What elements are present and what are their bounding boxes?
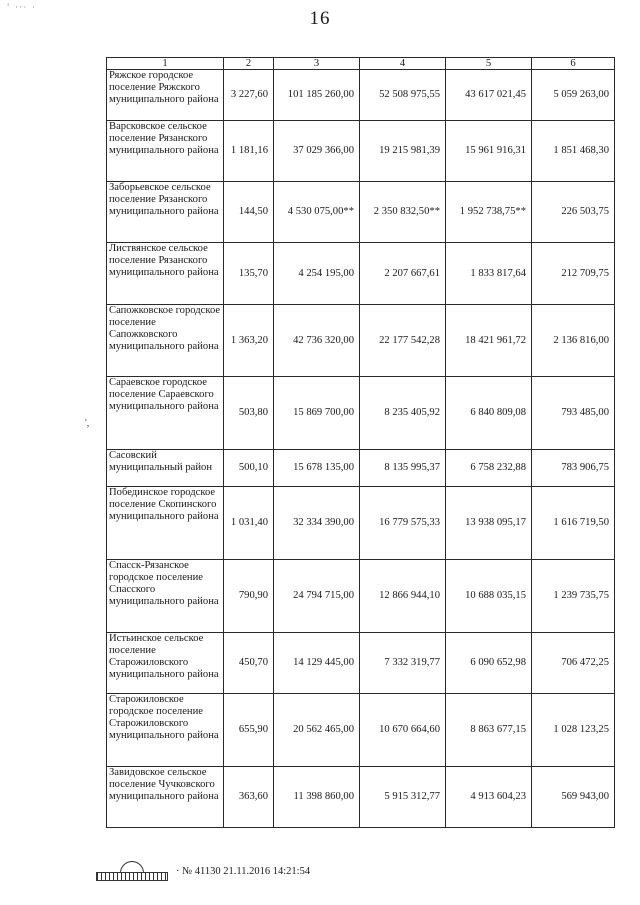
cell-value: 8 235 405,92 [360,377,446,450]
table-row [107,377,615,450]
cell-value: 226 503,75 [532,182,615,243]
municipality-name: Истьинское сельское поселение Старожиловского муниципального района [107,633,224,694]
cell-value: 20 562 465,00 [274,694,360,767]
cell-value: 8 135 995,37 [360,450,446,487]
cell-value: 2 207 667,61 [360,243,446,305]
cell-value: 1 031,40 [224,487,274,560]
page-number: 16 [309,8,331,29]
cell-value: 706 472,25 [532,633,615,694]
cell-value: 5 059 263,00 [532,70,615,121]
table-row [107,182,615,243]
allocation-table [106,57,615,828]
table-header-row [107,58,615,70]
table-row [107,487,615,560]
municipality-name: Листвянское сельское поселение Рязанского муниципального района [107,243,224,305]
cell-value: 7 332 319,77 [360,633,446,694]
municipality-name: Завидовское сельское поселение Чучковского муниципального района [107,767,224,828]
cell-value: 43 617 021,45 [446,70,532,121]
cell-value: 42 736 320,00 [274,305,360,377]
table-row [107,560,615,633]
table-row [107,450,615,487]
cell-value: 16 779 575,33 [360,487,446,560]
cell-value: 101 185 260,00 [274,70,360,121]
cell-value: 32 334 390,00 [274,487,360,560]
cell-value: 13 938 095,17 [446,487,532,560]
municipality-name: Варсковское сельское поселение Рязанского муниципального района [107,121,224,182]
table-row [107,305,615,377]
cell-value: 783 906,75 [532,450,615,487]
municipality-name: Старожиловское городское поселение Старожиловского муниципального района [107,694,224,767]
cell-value: 500,10 [224,450,274,487]
cell-value: 15 869 700,00 [274,377,360,450]
cell-value: 18 421 961,72 [446,305,532,377]
municipality-name: Сараевское городское поселение Сараевского муниципального района [107,377,224,450]
cell-value: 24 794 715,00 [274,560,360,633]
cell-value: 2 136 816,00 [532,305,615,377]
cell-value: 363,60 [224,767,274,828]
margin-mark: ', [85,418,90,429]
document-footer [96,860,310,882]
cell-value: 12 866 944,10 [360,560,446,633]
cell-value: 1 028 123,25 [532,694,615,767]
cell-value: 1 239 735,75 [532,560,615,633]
cell-value: 15 961 916,31 [446,121,532,182]
cell-value: 19 215 981,39 [360,121,446,182]
column-header: 5 [446,58,532,70]
cell-value: 1 952 738,75** [446,182,532,243]
cell-value: 4 254 195,00 [274,243,360,305]
municipality-name: Сапожковское городское поселение Сапожковского муниципального района [107,305,224,377]
municipality-name: Сасовский муниципальный район [107,450,224,487]
municipality-name: Спасск-Рязанское городское поселение Спасского муниципального района [107,560,224,633]
cell-value: 1 616 719,50 [532,487,615,560]
table-row [107,767,615,828]
column-header: 3 [274,58,360,70]
cell-value: 1 363,20 [224,305,274,377]
registry-stamp-icon [96,861,168,881]
municipality-name: Побединское городское поселение Скопинского муниципального района [107,487,224,560]
cell-value: 10 670 664,60 [360,694,446,767]
table-row [107,70,615,121]
cell-value: 450,70 [224,633,274,694]
column-header: 2 [224,58,274,70]
table-row [107,633,615,694]
municipality-name: Ряжское городское поселение Ряжского муниципального района [107,70,224,121]
cell-value: 1 833 817,64 [446,243,532,305]
municipality-name: Заборьевское сельское поселение Рязанского муниципального района [107,182,224,243]
cell-value: 15 678 135,00 [274,450,360,487]
column-header: 1 [107,58,224,70]
cell-value: 503,80 [224,377,274,450]
cell-value: 790,90 [224,560,274,633]
cell-value: 6 758 232,88 [446,450,532,487]
table-row [107,121,615,182]
scan-mark: ' ··· · [6,4,36,12]
table-row [107,694,615,767]
cell-value: 22 177 542,28 [360,305,446,377]
cell-value: 8 863 677,15 [446,694,532,767]
cell-value: 135,70 [224,243,274,305]
cell-value: 1 851 468,30 [532,121,615,182]
cell-value: 212 709,75 [532,243,615,305]
registration-number: · № 41130 21.11.2016 14:21:54 [176,865,311,877]
cell-value: 10 688 035,15 [446,560,532,633]
cell-value: 14 129 445,00 [274,633,360,694]
cell-value: 144,50 [224,182,274,243]
cell-value: 6 840 809,08 [446,377,532,450]
cell-value: 52 508 975,55 [360,70,446,121]
column-header: 4 [360,58,446,70]
cell-value: 5 915 312,77 [360,767,446,828]
cell-value: 11 398 860,00 [274,767,360,828]
cell-value: 37 029 366,00 [274,121,360,182]
column-header: 6 [532,58,615,70]
cell-value: 2 350 832,50** [360,182,446,243]
cell-value: 793 485,00 [532,377,615,450]
cell-value: 3 227,60 [224,70,274,121]
table-row [107,243,615,305]
cell-value: 1 181,16 [224,121,274,182]
cell-value: 569 943,00 [532,767,615,828]
cell-value: 4 530 075,00** [274,182,360,243]
cell-value: 655,90 [224,694,274,767]
cell-value: 4 913 604,23 [446,767,532,828]
cell-value: 6 090 652,98 [446,633,532,694]
